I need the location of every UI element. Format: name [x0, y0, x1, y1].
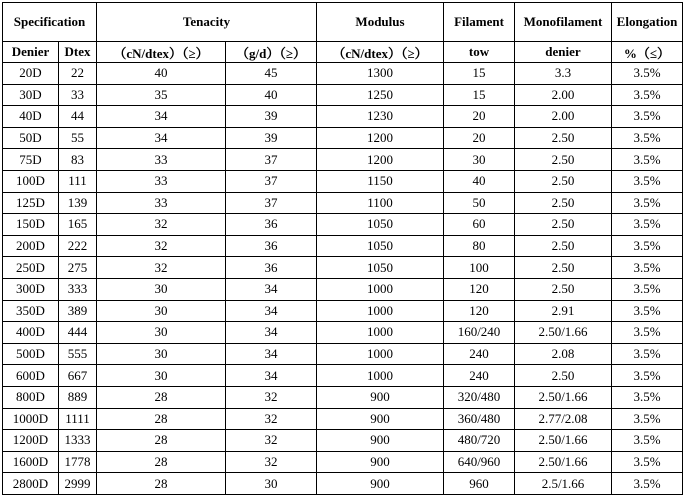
cell-denier: 20D — [3, 63, 59, 85]
cell-monofilament: 2.50 — [515, 214, 612, 236]
spec-table-container — [2, 2, 683, 495]
cell-modulus: 1200 — [317, 127, 444, 149]
table-row — [3, 386, 683, 408]
cell-filament: 30 — [444, 149, 515, 171]
cell-elongation: 3.5% — [612, 170, 683, 192]
header-row-top — [3, 3, 683, 42]
table-row — [3, 473, 683, 495]
cell-filament: 120 — [444, 278, 515, 300]
cell-dtex: 111 — [59, 170, 97, 192]
cell-tenacity-cn: 40 — [97, 63, 226, 85]
cell-elongation: 3.5% — [612, 214, 683, 236]
cell-dtex: 22 — [59, 63, 97, 85]
cell-modulus: 1000 — [317, 300, 444, 322]
cell-elongation: 3.5% — [612, 84, 683, 106]
header-dtex: Dtex — [59, 42, 97, 63]
cell-dtex: 389 — [59, 300, 97, 322]
cell-filament: 15 — [444, 63, 515, 85]
cell-monofilament: 3.3 — [515, 63, 612, 85]
cell-modulus: 1200 — [317, 149, 444, 171]
table-row — [3, 63, 683, 85]
cell-dtex: 555 — [59, 343, 97, 365]
cell-tenacity-cn: 34 — [97, 106, 226, 128]
cell-tenacity-cn: 30 — [97, 322, 226, 344]
cell-elongation: 3.5% — [612, 149, 683, 171]
cell-filament: 360/480 — [444, 408, 515, 430]
cell-tenacity-gd: 37 — [226, 192, 317, 214]
table-row — [3, 127, 683, 149]
table-row — [3, 365, 683, 387]
cell-monofilament: 2.50 — [515, 170, 612, 192]
cell-modulus: 1300 — [317, 63, 444, 85]
cell-monofilament: 2.50/1.66 — [515, 386, 612, 408]
cell-modulus: 900 — [317, 386, 444, 408]
cell-modulus: 1050 — [317, 214, 444, 236]
cell-modulus: 900 — [317, 451, 444, 473]
cell-monofilament: 2.50 — [515, 127, 612, 149]
cell-filament: 50 — [444, 192, 515, 214]
cell-tenacity-cn: 30 — [97, 278, 226, 300]
cell-elongation: 3.5% — [612, 430, 683, 452]
cell-modulus: 1050 — [317, 257, 444, 279]
cell-filament: 100 — [444, 257, 515, 279]
cell-tenacity-cn: 33 — [97, 192, 226, 214]
cell-tenacity-cn: 28 — [97, 430, 226, 452]
cell-monofilament: 2.08 — [515, 343, 612, 365]
cell-filament: 20 — [444, 127, 515, 149]
table-row — [3, 300, 683, 322]
cell-tenacity-gd: 32 — [226, 451, 317, 473]
cell-denier: 150D — [3, 214, 59, 236]
cell-monofilament: 2.50 — [515, 192, 612, 214]
header-filament: Filament — [444, 3, 515, 42]
cell-dtex: 139 — [59, 192, 97, 214]
cell-denier: 1200D — [3, 430, 59, 452]
cell-filament: 480/720 — [444, 430, 515, 452]
cell-filament: 960 — [444, 473, 515, 495]
cell-tenacity-gd: 39 — [226, 106, 317, 128]
specification-table — [2, 2, 683, 495]
cell-tenacity-cn: 35 — [97, 84, 226, 106]
header-tenacity-gd: （g/d）（≥） — [226, 42, 317, 63]
header-filament-unit: tow — [444, 42, 515, 63]
header-tenacity-cn: （cN/dtex）（≥） — [97, 42, 226, 63]
table-row — [3, 322, 683, 344]
header-row-sub — [3, 42, 683, 63]
cell-monofilament: 2.50/1.66 — [515, 430, 612, 452]
cell-denier: 75D — [3, 149, 59, 171]
header-specification: Specification — [3, 3, 97, 42]
cell-dtex: 1778 — [59, 451, 97, 473]
cell-modulus: 900 — [317, 408, 444, 430]
cell-elongation: 3.5% — [612, 451, 683, 473]
table-row — [3, 235, 683, 257]
cell-tenacity-cn: 28 — [97, 386, 226, 408]
table-row — [3, 106, 683, 128]
cell-modulus: 1150 — [317, 170, 444, 192]
cell-dtex: 1111 — [59, 408, 97, 430]
cell-modulus: 1100 — [317, 192, 444, 214]
cell-elongation: 3.5% — [612, 278, 683, 300]
cell-tenacity-cn: 28 — [97, 473, 226, 495]
table-row — [3, 214, 683, 236]
cell-filament: 80 — [444, 235, 515, 257]
cell-tenacity-gd: 34 — [226, 343, 317, 365]
cell-elongation: 3.5% — [612, 322, 683, 344]
cell-tenacity-cn: 28 — [97, 451, 226, 473]
cell-elongation: 3.5% — [612, 386, 683, 408]
cell-modulus: 900 — [317, 473, 444, 495]
cell-denier: 350D — [3, 300, 59, 322]
cell-filament: 240 — [444, 343, 515, 365]
cell-monofilament: 2.00 — [515, 106, 612, 128]
cell-elongation: 3.5% — [612, 192, 683, 214]
table-body — [3, 63, 683, 495]
cell-elongation: 3.5% — [612, 127, 683, 149]
cell-modulus: 1000 — [317, 322, 444, 344]
cell-tenacity-cn: 33 — [97, 149, 226, 171]
cell-dtex: 1333 — [59, 430, 97, 452]
cell-elongation: 3.5% — [612, 63, 683, 85]
cell-filament: 240 — [444, 365, 515, 387]
cell-denier: 200D — [3, 235, 59, 257]
cell-denier: 400D — [3, 322, 59, 344]
cell-modulus: 1230 — [317, 106, 444, 128]
cell-tenacity-cn: 32 — [97, 214, 226, 236]
table-row — [3, 170, 683, 192]
cell-denier: 40D — [3, 106, 59, 128]
cell-elongation: 3.5% — [612, 235, 683, 257]
cell-filament: 15 — [444, 84, 515, 106]
cell-tenacity-cn: 33 — [97, 170, 226, 192]
cell-tenacity-gd: 36 — [226, 214, 317, 236]
cell-tenacity-cn: 34 — [97, 127, 226, 149]
cell-monofilament: 2.50 — [515, 235, 612, 257]
cell-tenacity-cn: 30 — [97, 300, 226, 322]
cell-elongation: 3.5% — [612, 257, 683, 279]
cell-monofilament: 2.91 — [515, 300, 612, 322]
cell-tenacity-gd: 37 — [226, 170, 317, 192]
table-row — [3, 84, 683, 106]
cell-tenacity-cn: 30 — [97, 343, 226, 365]
cell-denier: 1000D — [3, 408, 59, 430]
cell-dtex: 667 — [59, 365, 97, 387]
cell-tenacity-gd: 32 — [226, 386, 317, 408]
header-modulus: Modulus — [317, 3, 444, 42]
table-row — [3, 451, 683, 473]
cell-dtex: 275 — [59, 257, 97, 279]
cell-tenacity-gd: 34 — [226, 278, 317, 300]
header-modulus-unit: （cN/dtex）（≥） — [317, 42, 444, 63]
cell-filament: 60 — [444, 214, 515, 236]
cell-tenacity-gd: 34 — [226, 365, 317, 387]
cell-tenacity-gd: 39 — [226, 127, 317, 149]
cell-tenacity-gd: 36 — [226, 257, 317, 279]
cell-elongation: 3.5% — [612, 473, 683, 495]
cell-tenacity-gd: 36 — [226, 235, 317, 257]
cell-modulus: 1050 — [317, 235, 444, 257]
table-row — [3, 278, 683, 300]
cell-denier: 30D — [3, 84, 59, 106]
cell-monofilament: 2.5/1.66 — [515, 473, 612, 495]
header-elongation-unit: %（≤） — [612, 42, 683, 63]
cell-tenacity-gd: 30 — [226, 473, 317, 495]
table-row — [3, 408, 683, 430]
table-row — [3, 430, 683, 452]
cell-tenacity-cn: 32 — [97, 257, 226, 279]
cell-tenacity-gd: 34 — [226, 322, 317, 344]
cell-elongation: 3.5% — [612, 300, 683, 322]
cell-filament: 320/480 — [444, 386, 515, 408]
cell-tenacity-gd: 32 — [226, 430, 317, 452]
cell-denier: 300D — [3, 278, 59, 300]
cell-tenacity-gd: 34 — [226, 300, 317, 322]
cell-modulus: 900 — [317, 430, 444, 452]
cell-tenacity-cn: 28 — [97, 408, 226, 430]
cell-denier: 100D — [3, 170, 59, 192]
cell-filament: 40 — [444, 170, 515, 192]
cell-filament: 160/240 — [444, 322, 515, 344]
cell-dtex: 44 — [59, 106, 97, 128]
cell-filament: 640/960 — [444, 451, 515, 473]
cell-filament: 120 — [444, 300, 515, 322]
cell-monofilament: 2.00 — [515, 84, 612, 106]
cell-denier: 600D — [3, 365, 59, 387]
cell-monofilament: 2.50 — [515, 278, 612, 300]
cell-tenacity-gd: 37 — [226, 149, 317, 171]
cell-dtex: 165 — [59, 214, 97, 236]
cell-filament: 20 — [444, 106, 515, 128]
cell-dtex: 83 — [59, 149, 97, 171]
cell-modulus: 1000 — [317, 278, 444, 300]
cell-dtex: 33 — [59, 84, 97, 106]
cell-modulus: 1000 — [317, 365, 444, 387]
header-elongation: Elongation — [612, 3, 683, 42]
table-row — [3, 343, 683, 365]
cell-dtex: 444 — [59, 322, 97, 344]
cell-denier: 125D — [3, 192, 59, 214]
cell-monofilament: 2.50 — [515, 149, 612, 171]
cell-dtex: 2999 — [59, 473, 97, 495]
cell-elongation: 3.5% — [612, 343, 683, 365]
cell-elongation: 3.5% — [612, 365, 683, 387]
header-monofilament-unit: denier — [515, 42, 612, 63]
cell-monofilament: 2.50 — [515, 257, 612, 279]
table-row — [3, 192, 683, 214]
cell-tenacity-gd: 32 — [226, 408, 317, 430]
cell-denier: 250D — [3, 257, 59, 279]
cell-denier: 2800D — [3, 473, 59, 495]
table-row — [3, 149, 683, 171]
cell-denier: 1600D — [3, 451, 59, 473]
cell-monofilament: 2.50 — [515, 365, 612, 387]
cell-denier: 50D — [3, 127, 59, 149]
cell-dtex: 333 — [59, 278, 97, 300]
header-denier: Denier — [3, 42, 59, 63]
cell-tenacity-gd: 40 — [226, 84, 317, 106]
cell-monofilament: 2.50/1.66 — [515, 451, 612, 473]
cell-monofilament: 2.77/2.08 — [515, 408, 612, 430]
cell-modulus: 1000 — [317, 343, 444, 365]
cell-modulus: 1250 — [317, 84, 444, 106]
cell-monofilament: 2.50/1.66 — [515, 322, 612, 344]
cell-dtex: 889 — [59, 386, 97, 408]
header-tenacity: Tenacity — [97, 3, 317, 42]
cell-dtex: 55 — [59, 127, 97, 149]
cell-tenacity-gd: 45 — [226, 63, 317, 85]
cell-tenacity-cn: 32 — [97, 235, 226, 257]
table-row — [3, 257, 683, 279]
cell-denier: 500D — [3, 343, 59, 365]
cell-elongation: 3.5% — [612, 408, 683, 430]
cell-elongation: 3.5% — [612, 106, 683, 128]
cell-tenacity-cn: 30 — [97, 365, 226, 387]
cell-dtex: 222 — [59, 235, 97, 257]
header-monofilament: Monofilament — [515, 3, 612, 42]
cell-denier: 800D — [3, 386, 59, 408]
